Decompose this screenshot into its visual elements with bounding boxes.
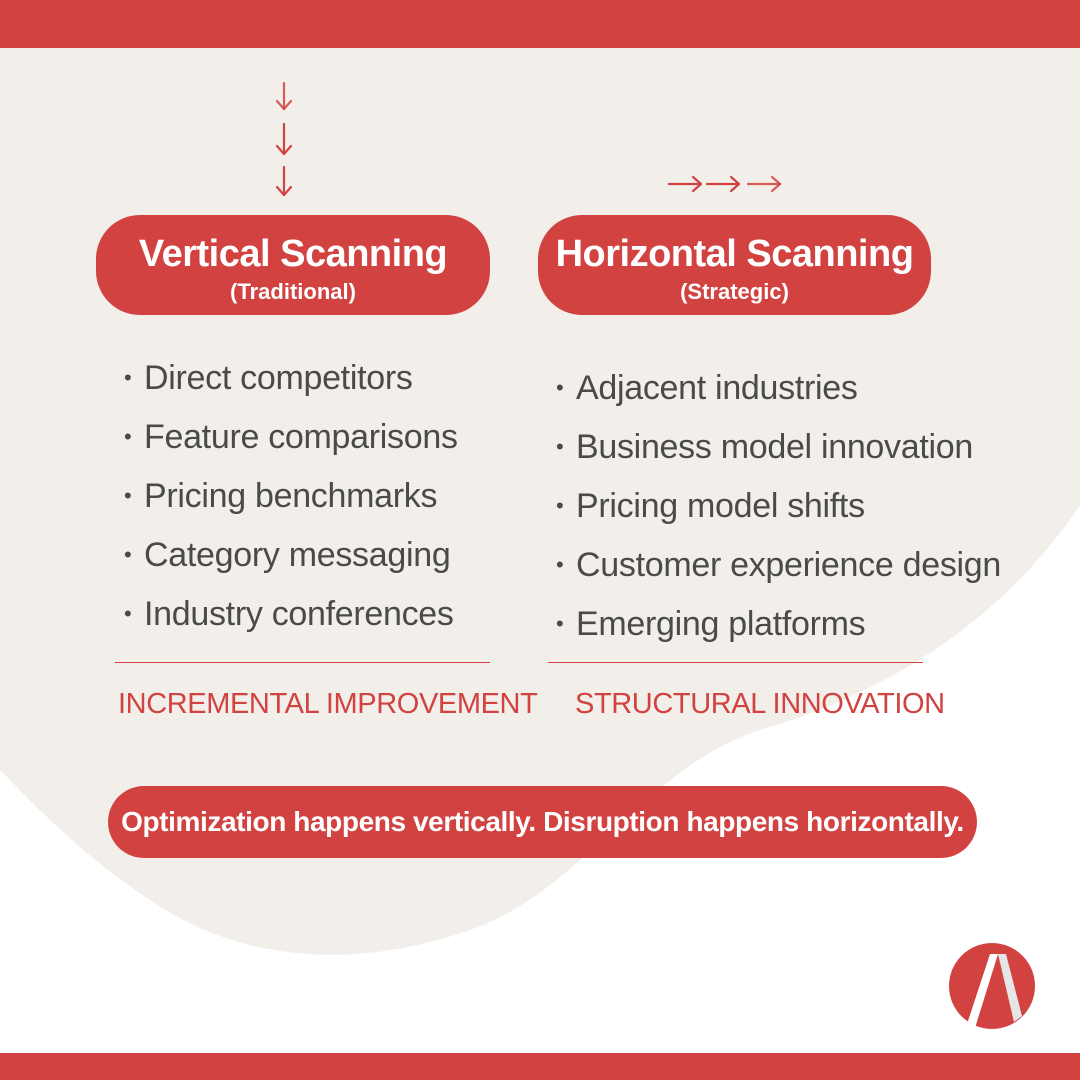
list-item-label: Adjacent industries [576, 369, 858, 407]
list-item-label: Pricing model shifts [576, 487, 865, 525]
bullet-icon: • [124, 541, 132, 567]
right-divider [548, 662, 923, 663]
bottom-accent-bar [0, 1053, 1080, 1080]
bullet-icon: • [556, 433, 564, 459]
list-item-label: Feature comparisons [144, 418, 458, 456]
top-accent-bar [0, 0, 1080, 48]
list-item-label: Business model innovation [576, 428, 973, 466]
bullet-icon: • [124, 423, 132, 449]
list-item-label: Industry conferences [144, 595, 454, 633]
list-item-label: Customer experience design [576, 546, 1001, 584]
list-item [556, 595, 1001, 654]
bullet-icon: • [124, 364, 132, 390]
list-item [556, 536, 1001, 595]
brand-a-logo-icon [948, 942, 1036, 1030]
bullet-icon: • [556, 374, 564, 400]
list-item-label: Direct competitors [144, 359, 413, 397]
vertical-scanning-subtitle: (Traditional) [230, 279, 356, 304]
list-item [124, 467, 458, 526]
list-item-label: Emerging platforms [576, 605, 866, 643]
horizontal-scanning-header [538, 215, 931, 315]
horizontal-outcome-label: STRUCTURAL INNOVATION [575, 688, 945, 720]
list-item [124, 408, 458, 467]
list-item [124, 526, 458, 585]
list-item [124, 585, 458, 644]
bullet-icon: • [556, 551, 564, 577]
list-item-label: Category messaging [144, 536, 451, 574]
bullet-icon: • [556, 492, 564, 518]
horizontal-scanning-title: Horizontal Scanning [555, 233, 914, 275]
list-item [556, 477, 1001, 536]
bullet-icon: • [124, 482, 132, 508]
list-item-label: Pricing benchmarks [144, 477, 438, 515]
horizontal-scanning-subtitle: (Strategic) [680, 279, 789, 304]
list-item [124, 349, 458, 408]
list-item [556, 418, 1001, 477]
bullet-icon: • [556, 610, 564, 636]
right-arrows-icon [665, 170, 785, 200]
vertical-scanning-list [124, 349, 458, 644]
list-item [556, 359, 1001, 418]
vertical-outcome-label: INCREMENTAL IMPROVEMENT [118, 688, 538, 720]
down-arrows-icon [270, 80, 300, 200]
vertical-scanning-title: Vertical Scanning [138, 233, 448, 275]
bullet-icon: • [124, 600, 132, 626]
left-divider [115, 662, 490, 663]
tagline-banner: Optimization happens vertically. Disruption happens horizontally. [108, 786, 977, 858]
vertical-scanning-header [96, 215, 490, 315]
horizontal-scanning-list [556, 359, 1001, 654]
